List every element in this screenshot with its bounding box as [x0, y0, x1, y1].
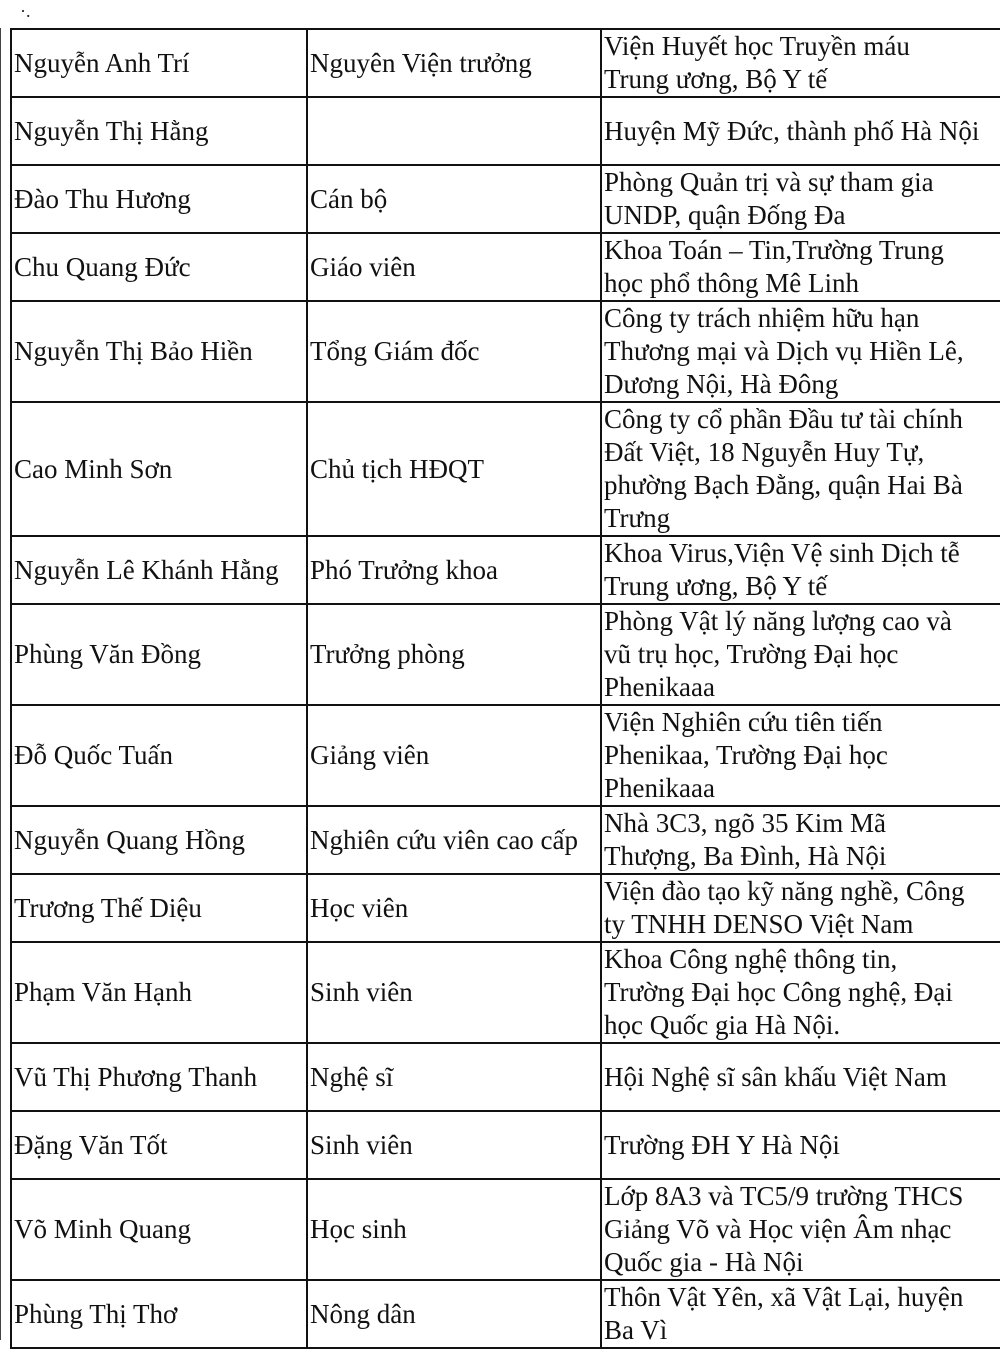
position-cell — [307, 97, 601, 165]
position-cell: Tổng Giám đốc — [307, 301, 601, 402]
organization-line: học Quốc gia Hà Nội. — [604, 1010, 841, 1040]
organization-cell — [601, 97, 1000, 165]
organization-line: Viện Nghiên cứu tiên tiến — [604, 707, 883, 737]
organization-line: Quốc gia - Hà Nội — [604, 1247, 804, 1277]
organization-cell — [601, 604, 1000, 705]
organization-line: Viện đào tạo kỹ năng nghề, Công — [604, 876, 965, 906]
organization-line: Phenikaaa — [604, 672, 715, 702]
table-row — [11, 233, 1000, 301]
organization-line: Dương Nội, Hà Đông — [604, 369, 839, 399]
organization-line: Ba Vì — [604, 1315, 668, 1345]
organization-line: Khoa Công nghệ thông tin, — [604, 944, 898, 974]
organization-line: phường Bạch Đằng, quận Hai Bà — [604, 470, 963, 500]
person-name-cell: Phùng Thị Thơ — [11, 1280, 307, 1348]
person-name-cell: Phùng Văn Đồng — [11, 604, 307, 705]
organization-cell — [601, 301, 1000, 402]
table-row — [11, 97, 1000, 165]
table-body — [11, 29, 1000, 1348]
organization-cell — [601, 1179, 1000, 1280]
person-name-cell: Đào Thu Hương — [11, 165, 307, 233]
position-cell: Giảng viên — [307, 705, 601, 806]
left-table-rule — [0, 28, 1, 1340]
organization-line: Huyện Mỹ Đức, thành phố Hà Nội — [604, 115, 980, 146]
organization-line: Thương mại và Dịch vụ Hiền Lê, — [604, 336, 964, 366]
organization-cell — [601, 1043, 1000, 1111]
organization-cell — [601, 942, 1000, 1043]
organization-line: vũ trụ học, Trường Đại học — [604, 639, 899, 669]
position-cell: Nông dân — [307, 1280, 601, 1348]
person-name-cell: Võ Minh Quang — [11, 1179, 307, 1280]
position-cell: Sinh viên — [307, 1111, 601, 1179]
organization-cell — [601, 402, 1000, 536]
person-name-cell: Chu Quang Đức — [11, 233, 307, 301]
person-name-cell: Đỗ Quốc Tuấn — [11, 705, 307, 806]
organization-cell — [601, 806, 1000, 874]
person-name-cell: Vũ Thị Phương Thanh — [11, 1043, 307, 1111]
person-name-cell: Phạm Văn Hạnh — [11, 942, 307, 1043]
organization-line: Trường Đại học Công nghệ, Đại — [604, 977, 953, 1007]
table-row — [11, 402, 1000, 536]
organization-cell — [601, 233, 1000, 301]
organization-cell — [601, 165, 1000, 233]
person-name-cell: Đặng Văn Tốt — [11, 1111, 307, 1179]
position-cell: Trưởng phòng — [307, 604, 601, 705]
organization-cell — [601, 536, 1000, 604]
organization-line: Phenikaaa — [604, 773, 715, 803]
table-row — [11, 874, 1000, 942]
person-name-cell: Cao Minh Sơn — [11, 402, 307, 536]
organization-line: Thượng, Ba Đình, Hà Nội — [604, 841, 887, 871]
organization-line: Trường ĐH Y Hà Nội — [604, 1129, 840, 1160]
table-row — [11, 165, 1000, 233]
person-name-cell: Trương Thế Diệu — [11, 874, 307, 942]
table-row — [11, 1280, 1000, 1348]
scan-marks: ·. — [20, 1, 31, 21]
person-name-cell: Nguyễn Anh Trí — [11, 29, 307, 97]
organization-line: Trung ương, Bộ Y tế — [604, 571, 828, 601]
recipients-table — [10, 28, 1000, 1349]
organization-line: Trung ương, Bộ Y tế — [604, 64, 828, 94]
organization-line: Nhà 3C3, ngõ 35 Kim Mã — [604, 808, 886, 838]
organization-line: Giảng Võ và Học viện Âm nhạc — [604, 1214, 952, 1244]
organization-line: học phổ thông Mê Linh — [604, 268, 859, 298]
position-cell: Chủ tịch HĐQT — [307, 402, 601, 536]
table-row — [11, 1111, 1000, 1179]
person-name-cell: Nguyễn Thị Bảo Hiền — [11, 301, 307, 402]
organization-cell — [601, 874, 1000, 942]
organization-line: Phenikaa, Trường Đại học — [604, 740, 888, 770]
organization-line: Công ty trách nhiệm hữu hạn — [604, 303, 920, 333]
table-row — [11, 942, 1000, 1043]
organization-line: Hội Nghệ sĩ sân khấu Việt Nam — [604, 1061, 947, 1092]
organization-cell — [601, 1280, 1000, 1348]
organization-cell — [601, 1111, 1000, 1179]
position-cell: Sinh viên — [307, 942, 601, 1043]
person-name-cell: Nguyễn Thị Hằng — [11, 97, 307, 165]
position-cell: Nghiên cứu viên cao cấp — [307, 806, 601, 874]
organization-line: Khoa Toán – Tin,Trường Trung — [604, 235, 944, 265]
organization-line: UNDP, quận Đống Đa — [604, 200, 846, 230]
table-row — [11, 29, 1000, 97]
organization-line: ty TNHH DENSO Việt Nam — [604, 909, 914, 939]
position-cell: Giáo viên — [307, 233, 601, 301]
table-row — [11, 1179, 1000, 1280]
table-row — [11, 536, 1000, 604]
organization-line: Thôn Vật Yên, xã Vật Lại, huyện — [604, 1282, 964, 1312]
organization-cell — [601, 29, 1000, 97]
organization-cell — [601, 705, 1000, 806]
position-cell: Học sinh — [307, 1179, 601, 1280]
organization-line: Khoa Virus,Viện Vệ sinh Dịch tễ — [604, 538, 960, 568]
person-name-cell: Nguyễn Lê Khánh Hằng — [11, 536, 307, 604]
table-row — [11, 806, 1000, 874]
organization-line: Công ty cổ phần Đầu tư tài chính — [604, 404, 963, 434]
organization-line: Viện Huyết học Truyền máu — [604, 31, 910, 61]
person-name-cell: Nguyễn Quang Hồng — [11, 806, 307, 874]
position-cell: Học viên — [307, 874, 601, 942]
table-row — [11, 1043, 1000, 1111]
position-cell: Nguyên Viện trưởng — [307, 29, 601, 97]
position-cell: Phó Trưởng khoa — [307, 536, 601, 604]
organization-line: Phòng Vật lý năng lượng cao và — [604, 606, 952, 636]
table-row — [11, 705, 1000, 806]
organization-line: Trưng — [604, 503, 671, 533]
table-row — [11, 301, 1000, 402]
position-cell: Nghệ sĩ — [307, 1043, 601, 1111]
table-row — [11, 604, 1000, 705]
organization-line: Phòng Quản trị và sự tham gia — [604, 167, 934, 197]
position-cell: Cán bộ — [307, 165, 601, 233]
organization-line: Lớp 8A3 và TC5/9 trường THCS — [604, 1181, 964, 1211]
organization-line: Đất Việt, 18 Nguyễn Huy Tự, — [604, 437, 925, 467]
